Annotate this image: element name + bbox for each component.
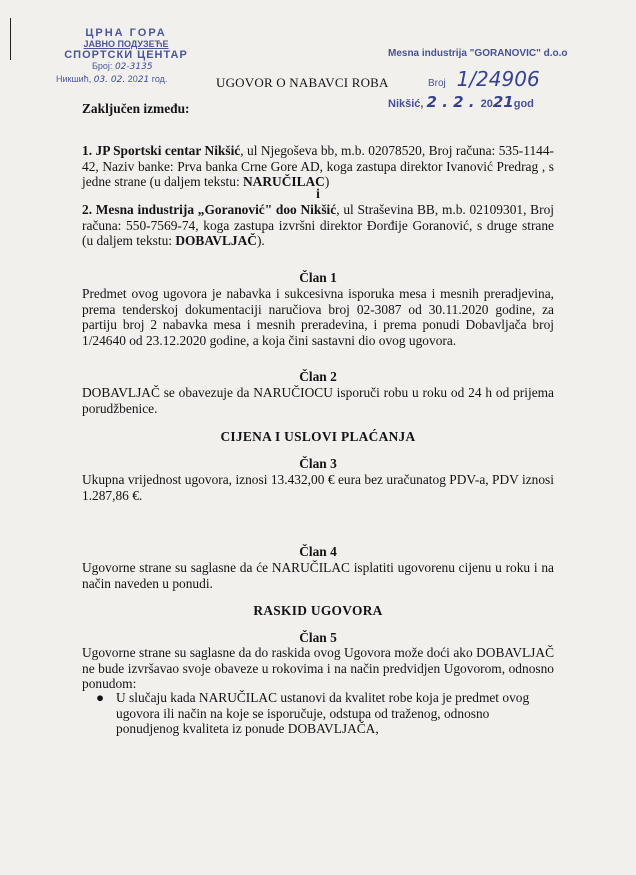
stamp-entity-name: СПОРТСКИ ЦЕНТАР [64, 49, 188, 61]
party-2 [82, 202, 554, 249]
party-1-number: 1. [82, 143, 93, 158]
stamp-number-label: Број: [92, 61, 113, 71]
section-termination-heading: RASKID UGOVORA [253, 603, 383, 618]
stamp-year-value-right: 21 [492, 93, 514, 111]
party-1-role: NARUČILAC [243, 174, 325, 189]
article-3-heading: Član 3 [299, 456, 337, 471]
intro-line: Zaključen između: [82, 101, 190, 116]
document-title: UGOVOR O NABAVCI ROBA [216, 75, 389, 90]
article-2-heading: Član 2 [299, 369, 337, 384]
article-5-bullet [96, 690, 555, 737]
party-1-close: ) [324, 174, 330, 189]
article-4-text: Ugovorne strane su saglasne da će NARUČILAC isplatiti ugovorenu cijenu u roku i na način naveden u ponudi. [82, 560, 554, 591]
stamp-broj-label: Broj [428, 78, 446, 89]
stamp-place: Никшић, [56, 74, 92, 84]
article-3-text: Ukupna vrijednost ugovora, iznosi 13.432,00 € eura bez uračunatog PDV-a, PDV iznosi 1.287,86 €. [82, 472, 554, 503]
stamp-year-prefix: 20 [127, 74, 138, 84]
article-1-text: Predmet ovog ugovora je nabavka i sukcesivna isporuka mesa i mesnih preradjevina, prema tenderskoj dokumentaciji naručiova broj 02-3087 od 30.11.2020 godine, za partiju broj 2 nabavka mesa i mesnih preradevina, i prema ponudi Dobavljača broj 1/24640 od 23.12.2020 godine, a koja čini sastavni dio ovog ugovora. [82, 286, 554, 348]
registry-stamp-left [56, 28, 196, 86]
stamp-company-name: Mesna industrija "GORANOVIC" d.o.o [388, 48, 568, 59]
stamp-place-right: Nikšić, [388, 98, 424, 110]
article-5-text: Ugovorne strane su saglasne da do raskida ovog Ugovora može doći ako DOBAVLJAČ ne bude izvršavao svoje obaveze u rokovima i na način predvidjen Ugovorom, odnosno ponudom: [82, 645, 554, 691]
stamp-country: ЦРНА ГОРА [85, 27, 167, 39]
stamp-year-prefix-right: 20 [480, 98, 493, 110]
stamp-date-value-right: 2 . 2 . [426, 93, 475, 111]
stamp-date-value: 03. 02. [93, 75, 126, 85]
parties-connector: i [316, 186, 320, 201]
article-2-text: DOBAVLJAČ se obavezuje da NARUČIOCU isporuči robu u roku od 24 h od prijema porudžbenice. [82, 385, 554, 416]
party-1-name: JP Sportski centar Nikšić [95, 143, 241, 158]
stamp-date-row [56, 74, 196, 86]
party-2-number: 2. [82, 202, 93, 217]
stamp-year-suffix-right: god [513, 98, 534, 110]
stamp-year-value: 21 [137, 75, 150, 85]
article-1-heading: Član 1 [299, 270, 337, 285]
stamp-number-row [56, 61, 196, 73]
stamp-broj-value: 1/24906 [456, 67, 540, 91]
article-5-bullet-text: U slučaju kada NARUČILAC ustanovi da kvalitet robe koja je predmet ovog ugovora ili način na koje se isporučuje, odstupa od traženog, odnosno ponudjenog kvaliteta iz ponude DOBAVLJAČA, [116, 690, 530, 736]
bullet-icon: ● [96, 690, 105, 705]
article-5-heading: Član 5 [299, 630, 337, 645]
party-2-close: ). [256, 233, 265, 248]
stamp-number-value: 02-3135 [114, 62, 153, 72]
stamp-year-suffix: год. [151, 74, 168, 84]
margin-mark [10, 18, 11, 60]
stamp-broj-row [388, 67, 628, 91]
party-2-role: DOBAVLJAČ [175, 233, 257, 248]
party-1 [82, 143, 554, 190]
party-1-details: , ul Njegoševa bb, m.b. 02078520, Broj računa: 535-1144-42, Naziv banke: Prva banka Crne Gore AD, koga zastupa direktor Ivanović Predrag , s jedne strane (u daljem tekstu: [82, 143, 554, 189]
party-2-name: Mesna industrija „Goranović" doo Nikšić [95, 202, 337, 217]
section-price-heading: CIJENA I USLOVI PLAĆANJA [220, 429, 416, 444]
stamp-entity-type: ЈАВНО ПОДУЗЕЋЕ [83, 39, 169, 49]
article-4-heading: Član 4 [299, 544, 337, 559]
party-2-details: , ul Straševina BB, m.b. 02109301, Broj računa: 550-7569-74, koga zastupa izvršni direktor Đorđije Goranović, s druge strane (u daljem tekstu: [82, 202, 554, 248]
